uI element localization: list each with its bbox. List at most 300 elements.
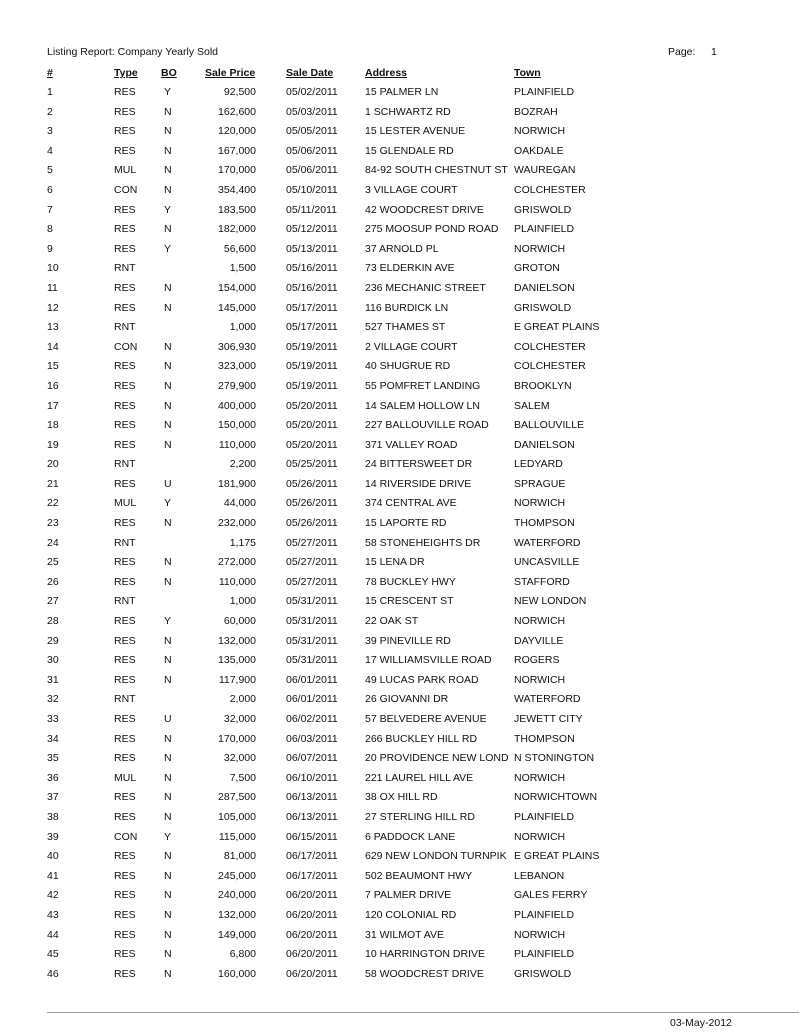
row-town: PLAINFIELD [514,908,575,921]
row-sale-date: 05/06/2011 [286,164,338,177]
row-sale-date: 05/31/2011 [286,615,338,628]
row-number: 32 [47,693,59,706]
row-number: 17 [47,399,59,412]
row-type: RNT [114,458,136,471]
row-sale-date: 05/19/2011 [286,379,338,392]
row-sale-price: 306,930 [218,340,256,353]
row-address: 57 BELVEDERE AVENUE [365,713,487,725]
row-type: RES [114,223,136,236]
row-bo: N [164,419,172,432]
table-row [0,302,800,322]
row-type: RES [114,477,136,490]
row-sale-date: 05/31/2011 [286,634,338,647]
row-bo: N [164,928,172,941]
row-sale-date: 05/20/2011 [286,438,338,451]
row-address: 15 LESTER AVENUE [365,125,466,138]
table-row [0,223,800,243]
row-sale-date: 06/01/2011 [286,673,338,686]
table-row [0,811,800,831]
row-sale-price: 245,000 [218,869,256,882]
table-row [0,929,800,949]
row-number: 30 [47,654,59,667]
row-type: RES [114,399,136,412]
row-town: LEBANON [514,869,565,882]
row-type: RES [114,713,136,725]
row-number: 6 [47,183,53,196]
row-sale-date: 05/26/2011 [286,477,338,490]
row-number: 19 [47,438,59,451]
table-row [0,419,800,439]
row-bo: U [164,713,172,725]
row-type: RES [114,144,136,157]
row-bo: Y [164,86,172,98]
header-sale-price: Sale Price [205,67,256,79]
row-sale-date: 06/07/2011 [286,752,338,765]
row-number: 31 [47,673,59,686]
row-type: RES [114,301,136,314]
row-address: 17 WILLIAMSVILLE ROAD [365,654,492,667]
row-town: NEW LONDON [514,595,587,608]
row-type: RES [114,967,136,980]
row-sale-price: 6,800 [229,948,256,961]
row-sale-date: 06/03/2011 [286,732,338,745]
row-sale-price: 145,000 [218,301,256,314]
row-number: 41 [47,869,59,882]
table-row [0,517,800,537]
table-row [0,850,800,870]
row-number: 44 [47,928,59,941]
row-sale-date: 05/31/2011 [286,595,338,608]
row-number: 36 [47,771,59,784]
row-sale-date: 05/13/2011 [286,242,338,255]
row-sale-price: 81,000 [223,850,256,863]
table-row [0,243,800,263]
row-bo: Y [164,242,172,255]
row-type: RES [114,203,136,216]
row-bo: N [164,144,172,157]
row-sale-price: 56,600 [223,242,256,255]
row-sale-price: 183,500 [218,203,256,216]
row-type: RES [114,517,136,530]
row-number: 46 [47,967,59,980]
row-address: 266 BUCKLEY HILL RD [365,732,478,745]
row-town: OAKDALE [514,144,564,157]
row-address: 6 PADDOCK LANE [365,830,456,843]
row-sale-price: 354,400 [218,183,256,196]
row-bo: N [164,732,172,745]
row-type: RNT [114,262,136,275]
row-sale-date: 06/20/2011 [286,948,338,961]
row-type: RES [114,86,136,98]
row-town: GRISWOLD [514,301,572,314]
row-bo: N [164,517,172,530]
row-bo: N [164,908,172,921]
row-town: NORWICH [514,830,566,843]
row-sale-price: 1,175 [229,536,256,549]
row-number: 29 [47,634,59,647]
row-bo: N [164,360,172,373]
row-address: 20 PROVIDENCE NEW LOND [365,752,509,765]
row-sale-price: 117,900 [218,673,256,686]
row-sale-date: 06/10/2011 [286,771,338,784]
row-address: 116 BURDICK LN [365,301,449,314]
row-sale-date: 06/13/2011 [286,791,338,804]
row-sale-date: 05/27/2011 [286,575,338,588]
row-bo: N [164,164,172,177]
row-number: 34 [47,732,59,745]
row-number: 42 [47,889,59,902]
row-sale-date: 06/20/2011 [286,889,338,902]
table-row [0,595,800,615]
table-row [0,674,800,694]
row-type: MUL [114,771,137,784]
header-type: Type [114,67,138,79]
row-bo: N [164,556,172,569]
row-bo: N [164,379,172,392]
page-label: Page: [668,46,696,58]
row-town: NORWICH [514,497,566,510]
row-number: 10 [47,262,59,275]
row-town: E GREAT PLAINS [514,850,600,863]
row-sale-price: 105,000 [218,810,256,823]
row-sale-date: 06/17/2011 [286,869,338,882]
row-type: RES [114,889,136,902]
row-address: 629 NEW LONDON TURNPIK [365,850,507,863]
header-number: # [47,67,53,79]
row-number: 38 [47,810,59,823]
row-town: COLCHESTER [514,360,586,373]
table-row [0,556,800,576]
table-row [0,106,800,126]
row-number: 25 [47,556,59,569]
row-number: 14 [47,340,59,353]
table-header [0,67,800,81]
table-row [0,262,800,282]
row-address: 37 ARNOLD PL [365,242,439,255]
row-address: 227 BALLOUVILLE ROAD [365,419,489,432]
row-sale-price: 60,000 [223,615,256,628]
row-number: 40 [47,850,59,863]
row-type: CON [114,830,138,843]
footer-divider [47,1012,799,1013]
row-type: RES [114,575,136,588]
row-sale-price: 279,900 [218,379,256,392]
row-town: GROTON [514,262,560,275]
row-sale-price: 287,500 [218,791,256,804]
table-row [0,831,800,851]
row-address: 374 CENTRAL AVE [365,497,457,510]
row-sale-price: 2,200 [229,458,256,471]
row-sale-date: 05/20/2011 [286,399,338,412]
row-address: 39 PINEVILLE RD [365,634,451,647]
row-type: RES [114,869,136,882]
row-address: 38 OX HILL RD [365,791,438,804]
row-number: 27 [47,595,59,608]
row-sale-price: 149,000 [218,928,256,941]
row-type: RNT [114,693,136,706]
row-town: BOZRAH [514,105,558,118]
row-type: RNT [114,321,136,334]
row-number: 16 [47,379,59,392]
row-type: RES [114,791,136,804]
report-title: Listing Report: Company Yearly Sold [47,46,219,58]
row-sale-price: 110,000 [218,575,256,588]
row-sale-price: 32,000 [223,752,256,765]
row-town: PLAINFIELD [514,223,575,236]
row-address: 275 MOOSUP POND ROAD [365,223,499,236]
row-address: 15 PALMER LN [365,86,439,98]
row-town: COLCHESTER [514,340,586,353]
row-bo: N [164,654,172,667]
row-bo: N [164,673,172,686]
row-address: 15 GLENDALE RD [365,144,454,157]
row-sale-price: 132,000 [218,634,256,647]
table-row [0,380,800,400]
row-address: 1 SCHWARTZ RD [365,105,451,118]
row-type: RES [114,438,136,451]
row-number: 23 [47,517,59,530]
table-row [0,909,800,929]
table-row [0,713,800,733]
row-bo: N [164,869,172,882]
row-sale-date: 05/05/2011 [286,125,338,138]
row-town: GRISWOLD [514,203,572,216]
row-sale-date: 05/02/2011 [286,86,338,98]
row-town: JEWETT CITY [514,713,583,725]
row-number: 8 [47,223,53,236]
table-row [0,752,800,772]
row-town: DANIELSON [514,438,575,451]
row-sale-price: 1,500 [229,262,256,275]
row-town: BROOKLYN [514,379,572,392]
row-bo: N [164,889,172,902]
row-address: 49 LUCAS PARK ROAD [365,673,479,686]
row-sale-price: 323,000 [218,360,256,373]
row-type: RES [114,654,136,667]
table-row [0,870,800,890]
row-sale-price: 154,000 [218,281,256,294]
row-address: 2 VILLAGE COURT [365,340,458,353]
row-number: 15 [47,360,59,373]
row-bo: N [164,575,172,588]
row-sale-date: 06/02/2011 [286,713,338,725]
row-sale-price: 240,000 [218,889,256,902]
row-sale-date: 05/27/2011 [286,536,338,549]
row-bo: Y [164,830,172,843]
row-number: 43 [47,908,59,921]
row-number: 26 [47,575,59,588]
row-sale-price: 1,000 [229,595,256,608]
table-row [0,948,800,968]
row-type: RNT [114,595,136,608]
row-sale-date: 05/20/2011 [286,419,338,432]
row-type: RES [114,732,136,745]
row-sale-date: 05/26/2011 [286,497,338,510]
row-sale-date: 05/19/2011 [286,340,338,353]
table-row [0,654,800,674]
row-bo: N [164,399,172,412]
row-number: 20 [47,458,59,471]
row-address: 7 PALMER DRIVE [365,889,452,902]
row-address: 3 VILLAGE COURT [365,183,458,196]
row-town: E GREAT PLAINS [514,321,600,334]
row-sale-price: 92,500 [223,86,256,98]
row-address: 236 MECHANIC STREET [365,281,486,294]
row-bo: U [164,477,172,490]
row-town: NORWICH [514,615,566,628]
row-type: RES [114,810,136,823]
row-sale-date: 06/01/2011 [286,693,338,706]
row-bo: Y [164,497,172,510]
row-sale-date: 06/13/2011 [286,810,338,823]
row-type: CON [114,183,138,196]
row-sale-date: 05/11/2011 [286,203,337,216]
row-address: 40 SHUGRUE RD [365,360,451,373]
row-sale-price: 135,000 [218,654,256,667]
header-town: Town [514,67,541,79]
row-type: RES [114,379,136,392]
row-bo: N [164,301,172,314]
table-row [0,889,800,909]
row-sale-price: 150,000 [218,419,256,432]
table-row [0,204,800,224]
row-type: RES [114,673,136,686]
row-sale-price: 32,000 [223,713,256,725]
row-sale-price: 1,000 [229,321,256,334]
row-type: RES [114,615,136,628]
row-town: THOMPSON [514,517,575,530]
table-row [0,145,800,165]
table-row [0,125,800,145]
row-sale-price: 232,000 [218,517,256,530]
row-town: PLAINFIELD [514,948,575,961]
row-address: 84-92 SOUTH CHESTNUT ST [365,164,508,177]
row-sale-price: 132,000 [218,908,256,921]
row-sale-price: 182,000 [218,223,256,236]
row-sale-price: 170,000 [218,164,256,177]
header-sale-date: Sale Date [286,67,334,79]
row-town: WAUREGAN [514,164,576,177]
row-sale-price: 400,000 [218,399,256,412]
row-bo: N [164,791,172,804]
row-number: 9 [47,242,53,255]
row-town: NORWICH [514,125,566,138]
row-town: NORWICHTOWN [514,791,598,804]
table-row [0,576,800,596]
row-town: BALLOUVILLE [514,419,585,432]
row-number: 18 [47,419,59,432]
row-type: RES [114,634,136,647]
row-bo: N [164,105,172,118]
row-type: CON [114,340,138,353]
row-town: PLAINFIELD [514,86,575,98]
row-town: DAYVILLE [514,634,564,647]
table-row [0,791,800,811]
table-row [0,772,800,792]
row-number: 21 [47,477,59,490]
table-row [0,321,800,341]
row-number: 11 [47,281,58,294]
table-row [0,478,800,498]
row-sale-price: 160,000 [218,967,256,980]
row-address: 73 ELDERKIN AVE [365,262,455,275]
row-address: 42 WOODCREST DRIVE [365,203,484,216]
row-number: 45 [47,948,59,961]
row-town: ROGERS [514,654,560,667]
table-row [0,497,800,517]
row-town: GALES FERRY [514,889,588,902]
row-type: RES [114,419,136,432]
row-type: RES [114,125,136,138]
row-sale-date: 05/06/2011 [286,144,338,157]
table-row [0,635,800,655]
row-address: 14 RIVERSIDE DRIVE [365,477,472,490]
row-sale-price: 7,500 [229,771,256,784]
row-number: 1 [47,86,53,98]
row-sale-price: 2,000 [229,693,256,706]
row-address: 120 COLONIAL RD [365,908,457,921]
row-town: STAFFORD [514,575,570,588]
table-row [0,693,800,713]
row-bo: N [164,967,172,980]
row-sale-date: 05/25/2011 [286,458,338,471]
row-address: 371 VALLEY ROAD [365,438,458,451]
row-type: RES [114,556,136,569]
row-town: SALEM [514,399,550,412]
row-address: 10 HARRINGTON DRIVE [365,948,485,961]
row-address: 24 BITTERSWEET DR [365,458,473,471]
table-row [0,184,800,204]
row-town: THOMPSON [514,732,575,745]
row-sale-date: 06/17/2011 [286,850,338,863]
row-sale-date: 05/03/2011 [286,105,338,118]
row-town: WATERFORD [514,536,581,549]
row-bo: N [164,634,172,647]
row-number: 22 [47,497,59,510]
row-bo: N [164,438,172,451]
row-sale-date: 05/10/2011 [286,183,338,196]
table-row [0,439,800,459]
row-town: GRISWOLD [514,967,572,980]
table-row [0,86,800,106]
table-row [0,282,800,302]
row-address: 78 BUCKLEY HWY [365,575,456,588]
row-type: RES [114,928,136,941]
row-number: 13 [47,321,59,334]
row-number: 7 [47,203,53,216]
row-town: COLCHESTER [514,183,586,196]
row-bo: Y [164,615,172,628]
row-type: RES [114,281,136,294]
row-sale-price: 272,000 [218,556,256,569]
row-bo: N [164,850,172,863]
table-row [0,341,800,361]
row-address: 15 LAPORTE RD [365,517,447,530]
row-type: RES [114,360,136,373]
row-sale-date: 06/20/2011 [286,908,338,921]
row-town: LEDYARD [514,458,563,471]
row-number: 35 [47,752,59,765]
table-row [0,615,800,635]
row-sale-price: 170,000 [218,732,256,745]
row-town: NORWICH [514,771,566,784]
table-row [0,968,800,988]
row-town: UNCASVILLE [514,556,580,569]
table-row [0,360,800,380]
row-sale-price: 115,000 [218,830,256,843]
row-sale-date: 05/27/2011 [286,556,338,569]
row-address: 22 OAK ST [365,615,419,628]
